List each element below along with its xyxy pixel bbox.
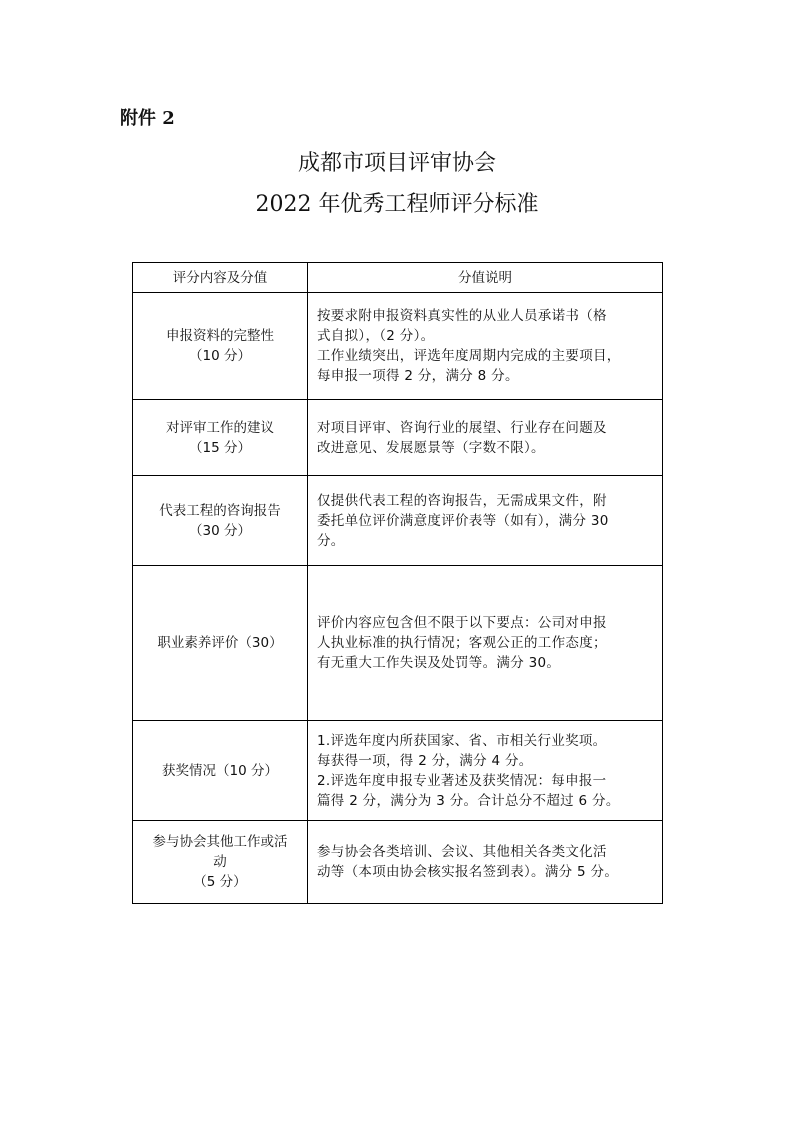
table-row bbox=[133, 476, 663, 566]
document-title-line2: 2022 年优秀工程师评分标准 bbox=[255, 192, 539, 217]
item-text: 动 bbox=[213, 854, 227, 870]
item-text: （30 分） bbox=[189, 522, 251, 539]
row-item-cell bbox=[133, 721, 308, 821]
item-text: 申报资料的完整性 bbox=[166, 328, 274, 344]
row-item-cell bbox=[133, 821, 308, 904]
desc-text: 篇得 2 分，满分为 3 分。合计总分不超过 6 分。 bbox=[317, 792, 620, 809]
header-scoring-item: 评分内容及分值 bbox=[133, 263, 308, 293]
desc-text: 分。 bbox=[317, 532, 345, 549]
table-row bbox=[133, 721, 663, 821]
desc-text: 每获得一项，得 2 分，满分 4 分。 bbox=[317, 752, 533, 769]
row-item-cell bbox=[133, 400, 308, 476]
item-text: （10 分） bbox=[189, 348, 251, 364]
document-title-line1: 成都市项目评审协会 bbox=[297, 151, 496, 176]
desc-text: 1.评选年度内所获国家、省、市相关行业奖项。 bbox=[317, 732, 607, 749]
row-desc-cell bbox=[308, 293, 663, 400]
desc-text: 2.评选年度申报专业著述及获奖情况：每申报一 bbox=[317, 772, 607, 789]
desc-text: 工作业绩突出，评选年度周期内完成的主要项目， bbox=[317, 348, 621, 364]
table-row bbox=[133, 400, 663, 476]
desc-text: 参与协会各类培训、会议、其他相关各类文化活 bbox=[317, 844, 607, 860]
desc-text: 评价内容应包含但不限于以下要点：公司对申报 bbox=[317, 615, 607, 631]
item-text: 对评审工作的建议 bbox=[166, 419, 274, 436]
desc-text: 委托单位评价满意度评价表等（如有），满分 30 bbox=[317, 512, 609, 529]
desc-text: 动等（本项由协会核实报名签到表）。满分 5 分。 bbox=[317, 864, 619, 880]
item-text: 参与协会其他工作或活 bbox=[152, 834, 288, 850]
header-score-description: 分值说明 bbox=[308, 263, 663, 293]
row-desc-cell bbox=[308, 721, 663, 821]
desc-text: 人执业标准的执行情况；客观公正的工作态度； bbox=[317, 635, 607, 651]
item-text: （5 分） bbox=[193, 874, 247, 890]
desc-text: 式自拟），（2 分）。 bbox=[317, 328, 435, 344]
desc-text: 按要求附申报资料真实性的从业人员承诺书（格 bbox=[317, 308, 607, 324]
table-header-row bbox=[133, 263, 663, 293]
table-row bbox=[133, 821, 663, 904]
desc-text: 每申报一项得 2 分，满分 8 分。 bbox=[317, 368, 519, 384]
table-row bbox=[133, 566, 663, 721]
row-desc-cell bbox=[308, 400, 663, 476]
attachment-label: 附件 2 bbox=[120, 108, 175, 129]
desc-text: 改进意见、发展愿景等（字数不限）。 bbox=[317, 439, 545, 456]
row-desc-cell bbox=[308, 476, 663, 566]
item-text: 代表工程的咨询报告 bbox=[159, 502, 281, 519]
item-text: 职业素养评价（30） bbox=[157, 635, 283, 651]
row-desc-cell bbox=[308, 566, 663, 721]
row-desc-cell bbox=[308, 821, 663, 904]
row-item-cell bbox=[133, 293, 308, 400]
row-item-cell bbox=[133, 566, 308, 721]
desc-text: 对项目评审、咨询行业的展望、行业存在问题及 bbox=[317, 419, 607, 436]
desc-text: 仅提供代表工程的咨询报告，无需成果文件，附 bbox=[317, 492, 607, 509]
scoring-table bbox=[132, 262, 663, 904]
item-text: （15 分） bbox=[189, 439, 251, 456]
item-text: 获奖情况（10 分） bbox=[162, 762, 278, 779]
row-item-cell bbox=[133, 476, 308, 566]
desc-text: 有无重大工作失误及处罚等。满分 30。 bbox=[317, 655, 561, 671]
table-row bbox=[133, 293, 663, 400]
